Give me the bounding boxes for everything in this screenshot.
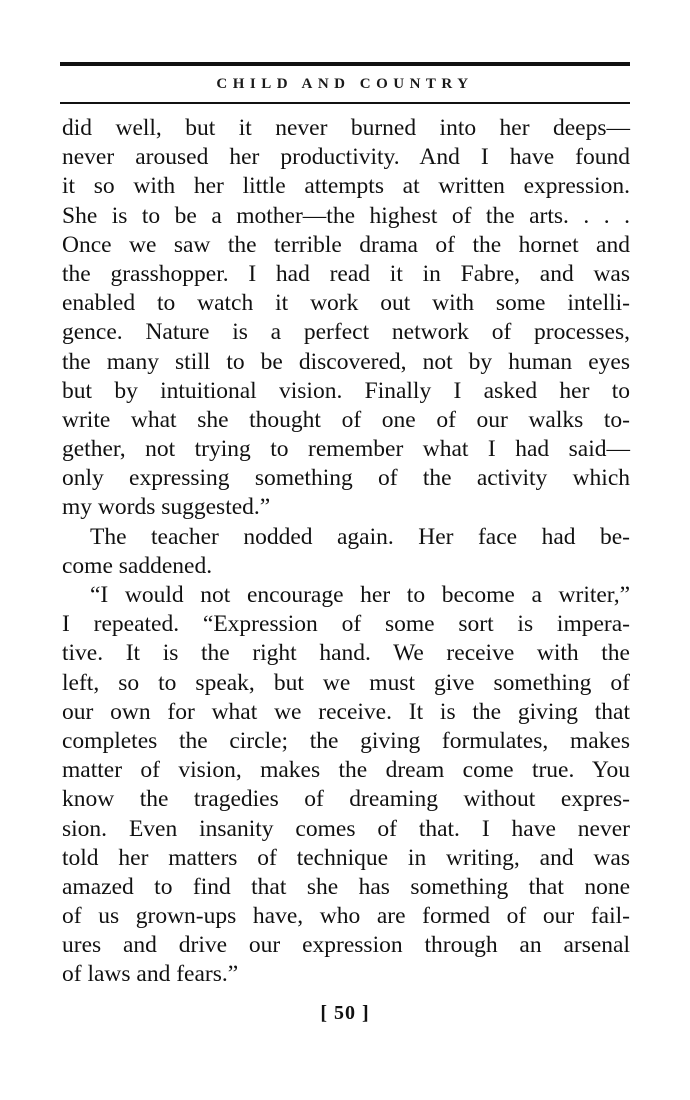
text-line: matter of vision, makes the dream come true. You: [62, 757, 630, 784]
text-line: amazed to find that she has something that none: [62, 873, 630, 900]
text-line: ures and drive our expression through an arsenal: [62, 932, 630, 959]
text-line: told her matters of technique in writing, and was: [62, 844, 630, 871]
text-line: the grasshopper. I had read it in Fabre, and was: [62, 260, 630, 287]
text-line: sion. Even insanity comes of that. I have never: [62, 815, 630, 842]
text-line: tive. It is the right hand. We receive with the: [62, 640, 630, 667]
running-head: CHILD AND COUNTRY: [216, 76, 474, 92]
text-line: I repeated. “Expression of some sort is impera-: [62, 611, 630, 638]
text-line: only expressing something of the activity which: [62, 465, 630, 492]
text-line: gether, not trying to remember what I had said—: [62, 436, 630, 463]
text-line: “I would not encourage her to become a writer,”: [90, 582, 630, 608]
text-line: of us grown-ups have, who are formed of our fail-: [62, 903, 630, 930]
text-line: enabled to watch it work out with some intelli-: [62, 290, 630, 317]
text-line: know the tragedies of dreaming without expres-: [62, 786, 630, 813]
text-line: did well, but it never burned into her deeps—: [62, 115, 630, 141]
header-top-rule: [60, 62, 630, 66]
text-line: never aroused her productivity. And I have found: [62, 144, 630, 171]
text-line: but by intuitional vision. Finally I asked her to: [62, 377, 630, 404]
paragraph: [62, 581, 630, 990]
text-line: write what she thought of one of our walks to-: [62, 406, 630, 433]
page-number: [ 50 ]: [320, 1002, 370, 1024]
paragraph: [62, 114, 630, 523]
text-line: Once we saw the terrible drama of the hornet and: [62, 231, 630, 258]
text-line: The teacher nodded again. Her face had be-: [90, 523, 630, 550]
text-line: gence. Nature is a perfect network of processes,: [62, 319, 630, 346]
text-line: left, so to speak, but we must give something of: [62, 669, 630, 696]
text-line: of laws and fears.”: [62, 961, 239, 988]
text-line: completes the circle; the giving formulates, makes: [62, 727, 630, 754]
text-line: it so with her little attempts at written expression.: [62, 173, 630, 200]
header-bottom-rule: [60, 102, 630, 104]
text-line: the many still to be discovered, not by human eyes: [62, 348, 630, 375]
text-line: my words suggested.”: [62, 494, 271, 521]
text-line: our own for what we receive. It is the giving that: [62, 698, 630, 725]
body-text: [62, 114, 630, 990]
paragraph: [62, 523, 630, 581]
text-line: come saddened.: [62, 552, 213, 579]
text-line: She is to be a mother—the highest of the arts. . . .: [62, 202, 630, 229]
